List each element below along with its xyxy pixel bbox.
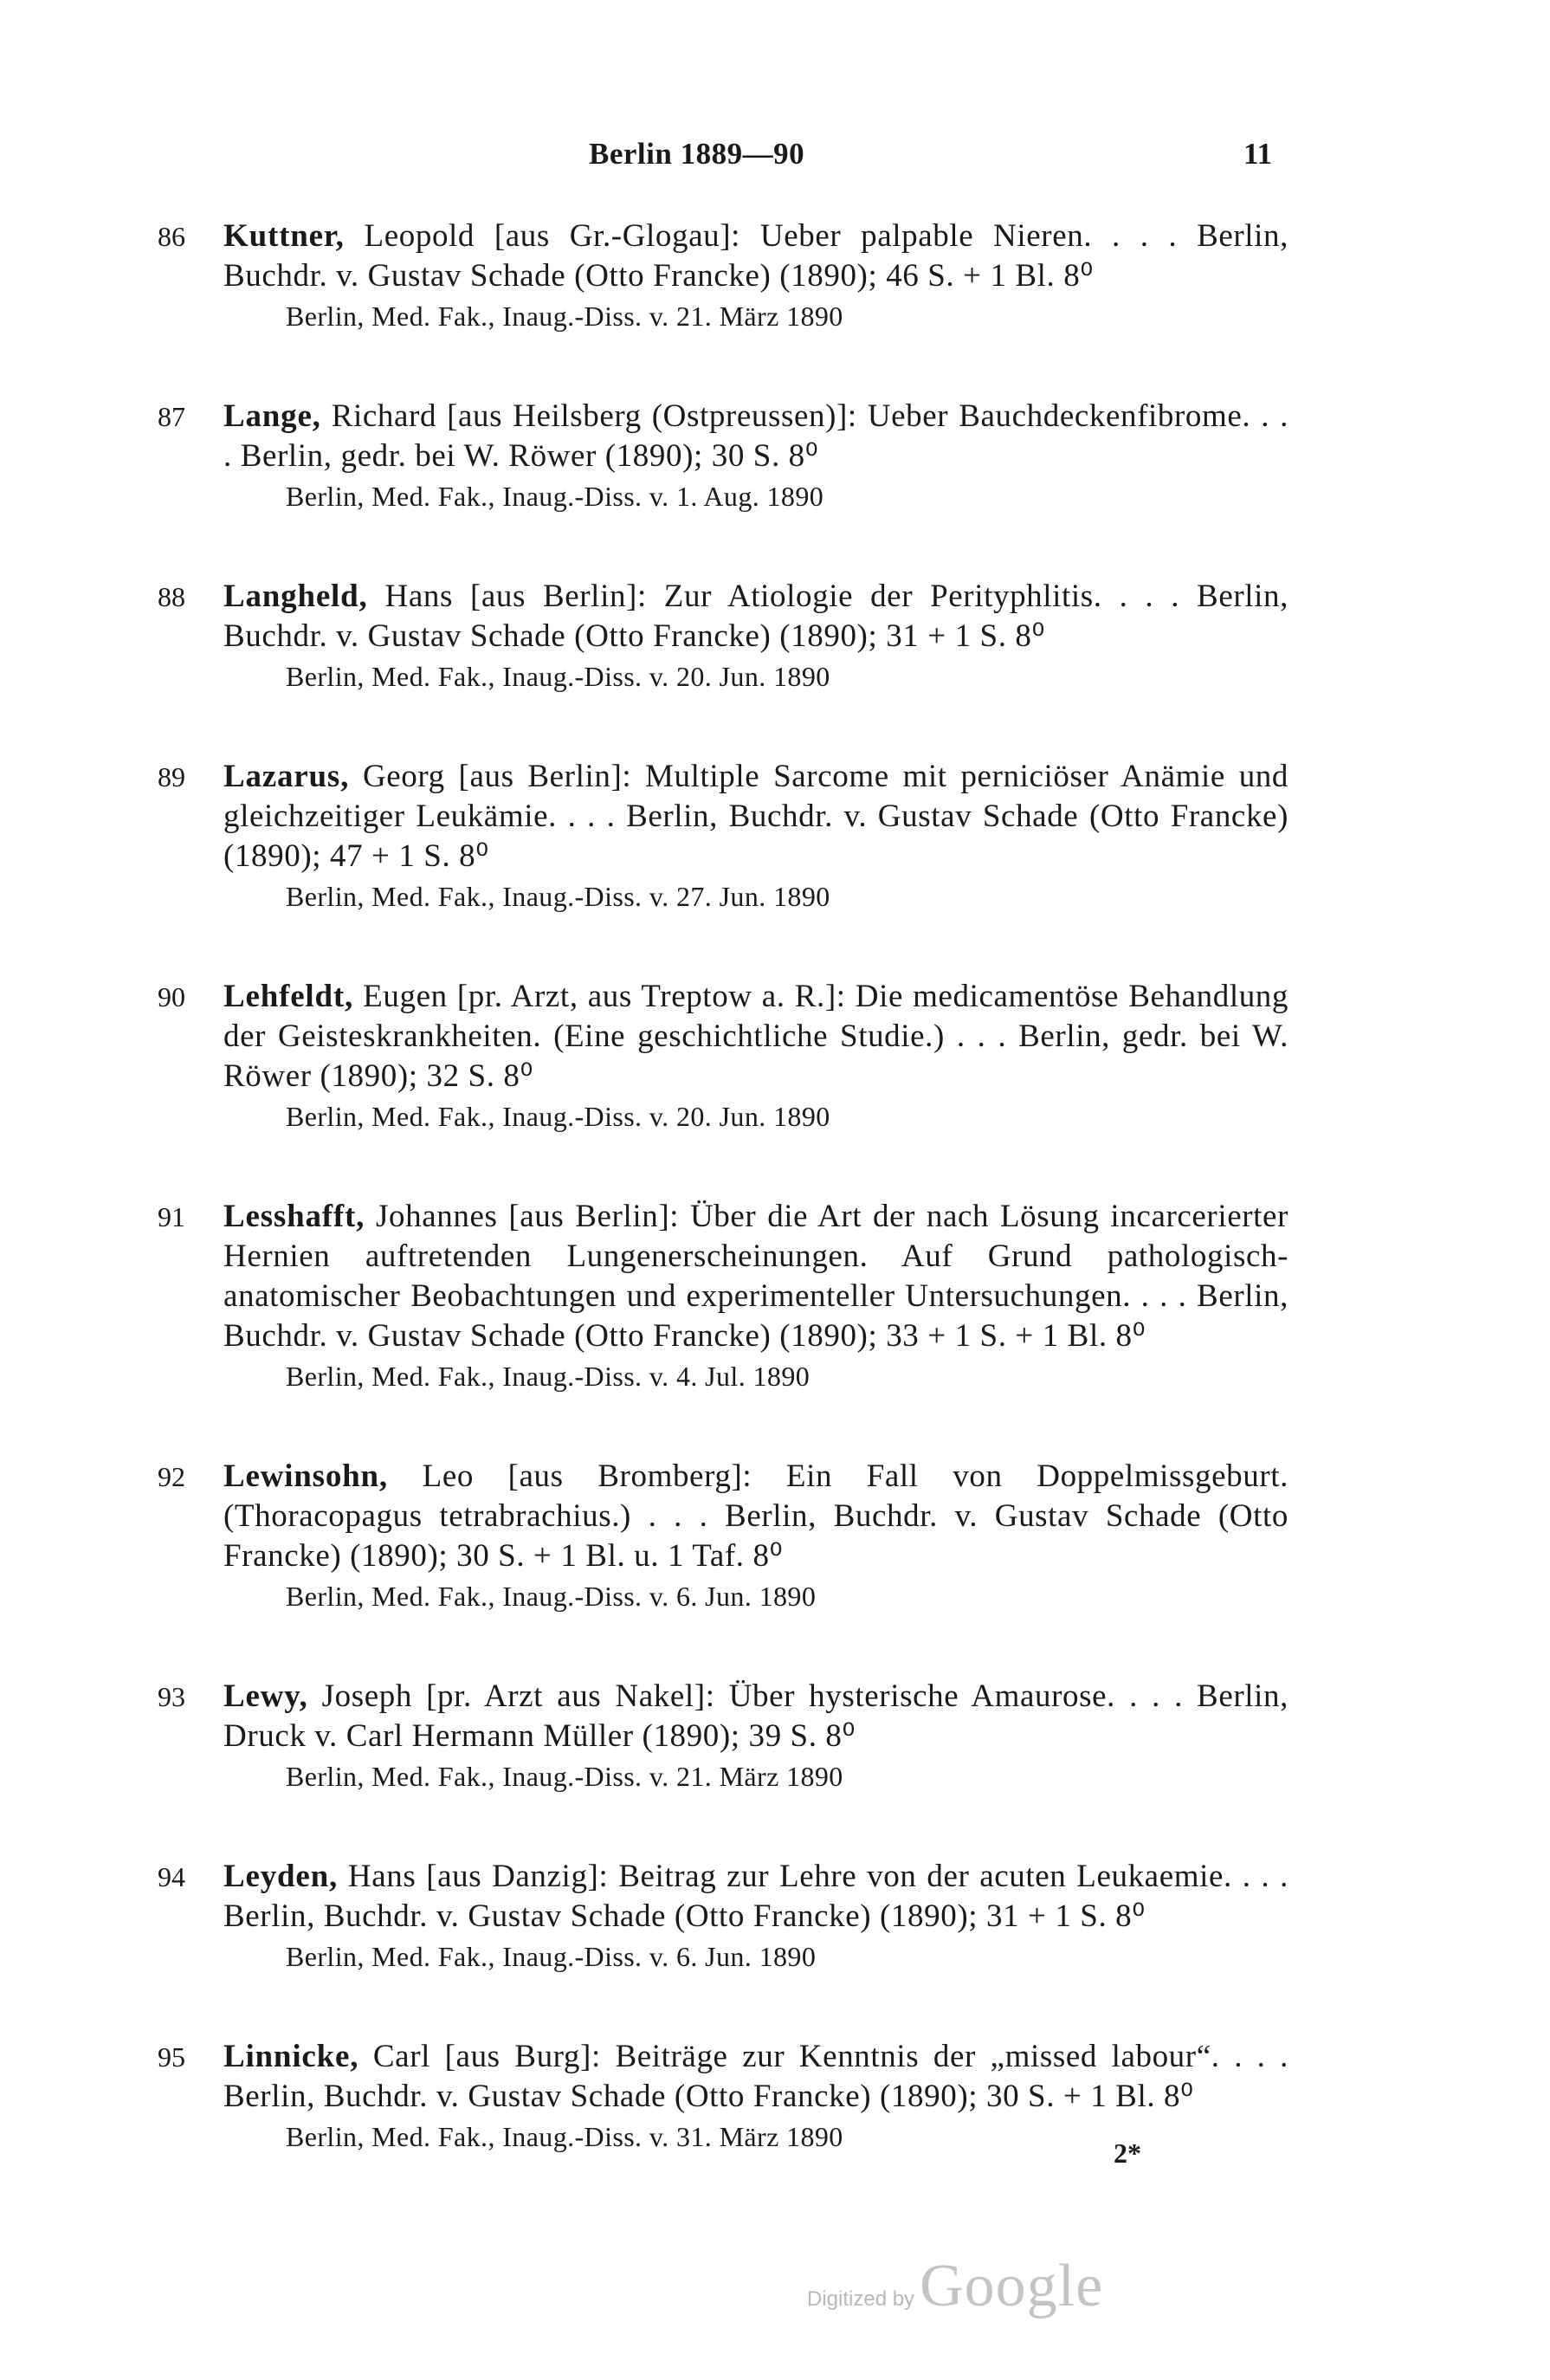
bibliography-entry (0, 397, 1550, 516)
entry-text: Leo [aus Bromberg]: Ein Fall von Doppelmissgeburt. (Thoracopagus tetrabrachius.) . . . Berlin, Buchdr. v. Gustav Schade (Otto Francke) (1890); 30 S. + 1 Bl. u. 1 Taf. 8⁰ (223, 1458, 1288, 1574)
entry-dissertation-note: Berlin, Med. Fak., Inaug.-Diss. v. 20. Jun. 1890 (286, 661, 830, 692)
entry-dissertation-note: Berlin, Med. Fak., Inaug.-Diss. v. 6. Jun. 1890 (286, 1581, 817, 1612)
entry-dissertation-note: Berlin, Med. Fak., Inaug.-Diss. v. 6. Jun. 1890 (286, 1941, 817, 1972)
entry-author: Lesshafft, (223, 1199, 365, 1234)
entry-author: Lewy, (223, 1678, 308, 1714)
entry-dissertation-note: Berlin, Med. Fak., Inaug.-Diss. v. 4. Jul. 1890 (286, 1361, 811, 1392)
entry-dissertation-note: Berlin, Med. Fak., Inaug.-Diss. v. 27. Jun. 1890 (286, 881, 830, 912)
entry-dissertation-note: Berlin, Med. Fak., Inaug.-Diss. v. 20. Jun. 1890 (286, 1101, 830, 1132)
bibliography-entry (0, 977, 1550, 1136)
entry-author: Lehfeldt, (223, 979, 354, 1014)
entry-author: Langheld, (223, 579, 368, 614)
bibliography-entry (0, 577, 1550, 696)
google-logo: Google (920, 2253, 1104, 2319)
entry-text: Leopold [aus Gr.-Glogau]: Ueber palpable Nieren. . . . Berlin, Buchdr. v. Gustav Schade (Otto Francke) (1890); 46 S. + 1 Bl. 8⁰ (223, 218, 1288, 294)
entry-number: 90 (158, 981, 185, 1012)
entry-number: 93 (158, 1681, 185, 1712)
entry-number: 94 (158, 1861, 185, 1892)
entry-citation (223, 2037, 1288, 2117)
entry-citation (223, 577, 1288, 656)
entry-dissertation-note: Berlin, Med. Fak., Inaug.-Diss. v. 31. März 1890 (286, 2121, 843, 2152)
bibliography-entry (0, 1677, 1550, 1796)
watermark-prefix: Digitized by (807, 2287, 915, 2311)
entry-citation (223, 1457, 1288, 1576)
bibliography-list (0, 217, 1550, 2217)
entry-number: 92 (158, 1461, 185, 1492)
entry-text: Georg [aus Berlin]: Multiple Sarcome mit perniciöser Anämie und gleichzeitiger Leukämie. . . . Berlin, Buchdr. v. Gustav Schade (Otto Francke) (1890); 47 + 1 S. 8⁰ (223, 759, 1288, 874)
page-number: 11 (1243, 137, 1273, 171)
entry-text: Joseph [pr. Arzt aus Nakel]: Über hysterische Amaurose. . . . Berlin, Druck v. Carl Hermann Müller (1890); 39 S. 8⁰ (223, 1678, 1288, 1754)
entry-citation (223, 1857, 1288, 1937)
entry-text: Johannes [aus Berlin]: Über die Art der nach Lösung incarcerierter Hernien auftretenden Lungenerscheinungen. Auf Grund pathologisch-anatomischer Beobachtungen und experimenteller Untersuchungen. . . . Berlin, Buchdr. v. Gustav Schade (Otto Francke) (1890); 33 + 1 S. + 1 Bl. 8⁰ (223, 1199, 1288, 1354)
entry-text: Hans [aus Berlin]: Zur Atiologie der Perityphlitis. . . . Berlin, Buchdr. v. Gustav Schade (Otto Francke) (1890); 31 + 1 S. 8⁰ (223, 579, 1288, 654)
entry-dissertation-note: Berlin, Med. Fak., Inaug.-Diss. v. 1. Aug. 1890 (286, 481, 824, 512)
bibliography-entry (0, 1857, 1550, 1976)
entry-citation (223, 1197, 1288, 1356)
bibliography-entry (0, 757, 1550, 916)
entry-dissertation-note: Berlin, Med. Fak., Inaug.-Diss. v. 21. März 1890 (286, 1761, 843, 1792)
entry-number: 87 (158, 401, 185, 432)
entry-number: 95 (158, 2041, 185, 2073)
bibliography-entry (0, 217, 1550, 336)
entry-number: 86 (158, 221, 185, 252)
entry-author: Lange, (223, 398, 321, 434)
entry-citation (223, 217, 1288, 296)
bibliography-entry (0, 2037, 1550, 2157)
entry-author: Lazarus, (223, 759, 350, 794)
entry-number: 91 (158, 1201, 185, 1232)
entry-author: Linnicke, (223, 2039, 359, 2074)
entry-author: Leyden, (223, 1859, 339, 1894)
entry-citation (223, 757, 1288, 876)
entry-author: Kuttner, (223, 218, 345, 254)
entry-text: Hans [aus Danzig]: Beitrag zur Lehre von der acuten Leukaemie. . . . Berlin, Buchdr. v. Gustav Schade (Otto Francke) (1890); 31 + 1 S. 8⁰ (223, 1859, 1288, 1934)
running-title: Berlin 1889—90 (589, 137, 805, 171)
entry-author: Lewinsohn, (223, 1458, 388, 1494)
digitization-watermark (807, 2252, 1103, 2321)
entry-text: Carl [aus Burg]: Beiträge zur Kenntnis der „missed labour“. . . . Berlin, Buchdr. v. Gustav Schade (Otto Francke) (1890); 30 S. + 1 Bl. 8⁰ (223, 2039, 1288, 2114)
entry-text: Eugen [pr. Arzt, aus Treptow a. R.]: Die medicamentöse Behandlung der Geisteskrankheiten. (Eine geschichtliche Studie.) . . . Berlin, gedr. bei W. Röwer (1890); 32 S. 8⁰ (223, 979, 1288, 1094)
entry-citation (223, 397, 1288, 476)
entry-dissertation-note: Berlin, Med. Fak., Inaug.-Diss. v. 21. März 1890 (286, 301, 843, 332)
signature-mark: 2* (1114, 2137, 1141, 2169)
entry-citation (223, 977, 1288, 1096)
page-header (0, 137, 1550, 180)
entry-number: 89 (158, 761, 185, 792)
bibliography-entry (0, 1197, 1550, 1396)
entry-text: Richard [aus Heilsberg (Ostpreussen)]: Ueber Bauchdeckenfibrome. . . . Berlin, gedr. bei W. Röwer (1890); 30 S. 8⁰ (223, 398, 1288, 474)
entry-citation (223, 1677, 1288, 1756)
bibliography-entry (0, 1457, 1550, 1616)
entry-number: 88 (158, 581, 185, 612)
